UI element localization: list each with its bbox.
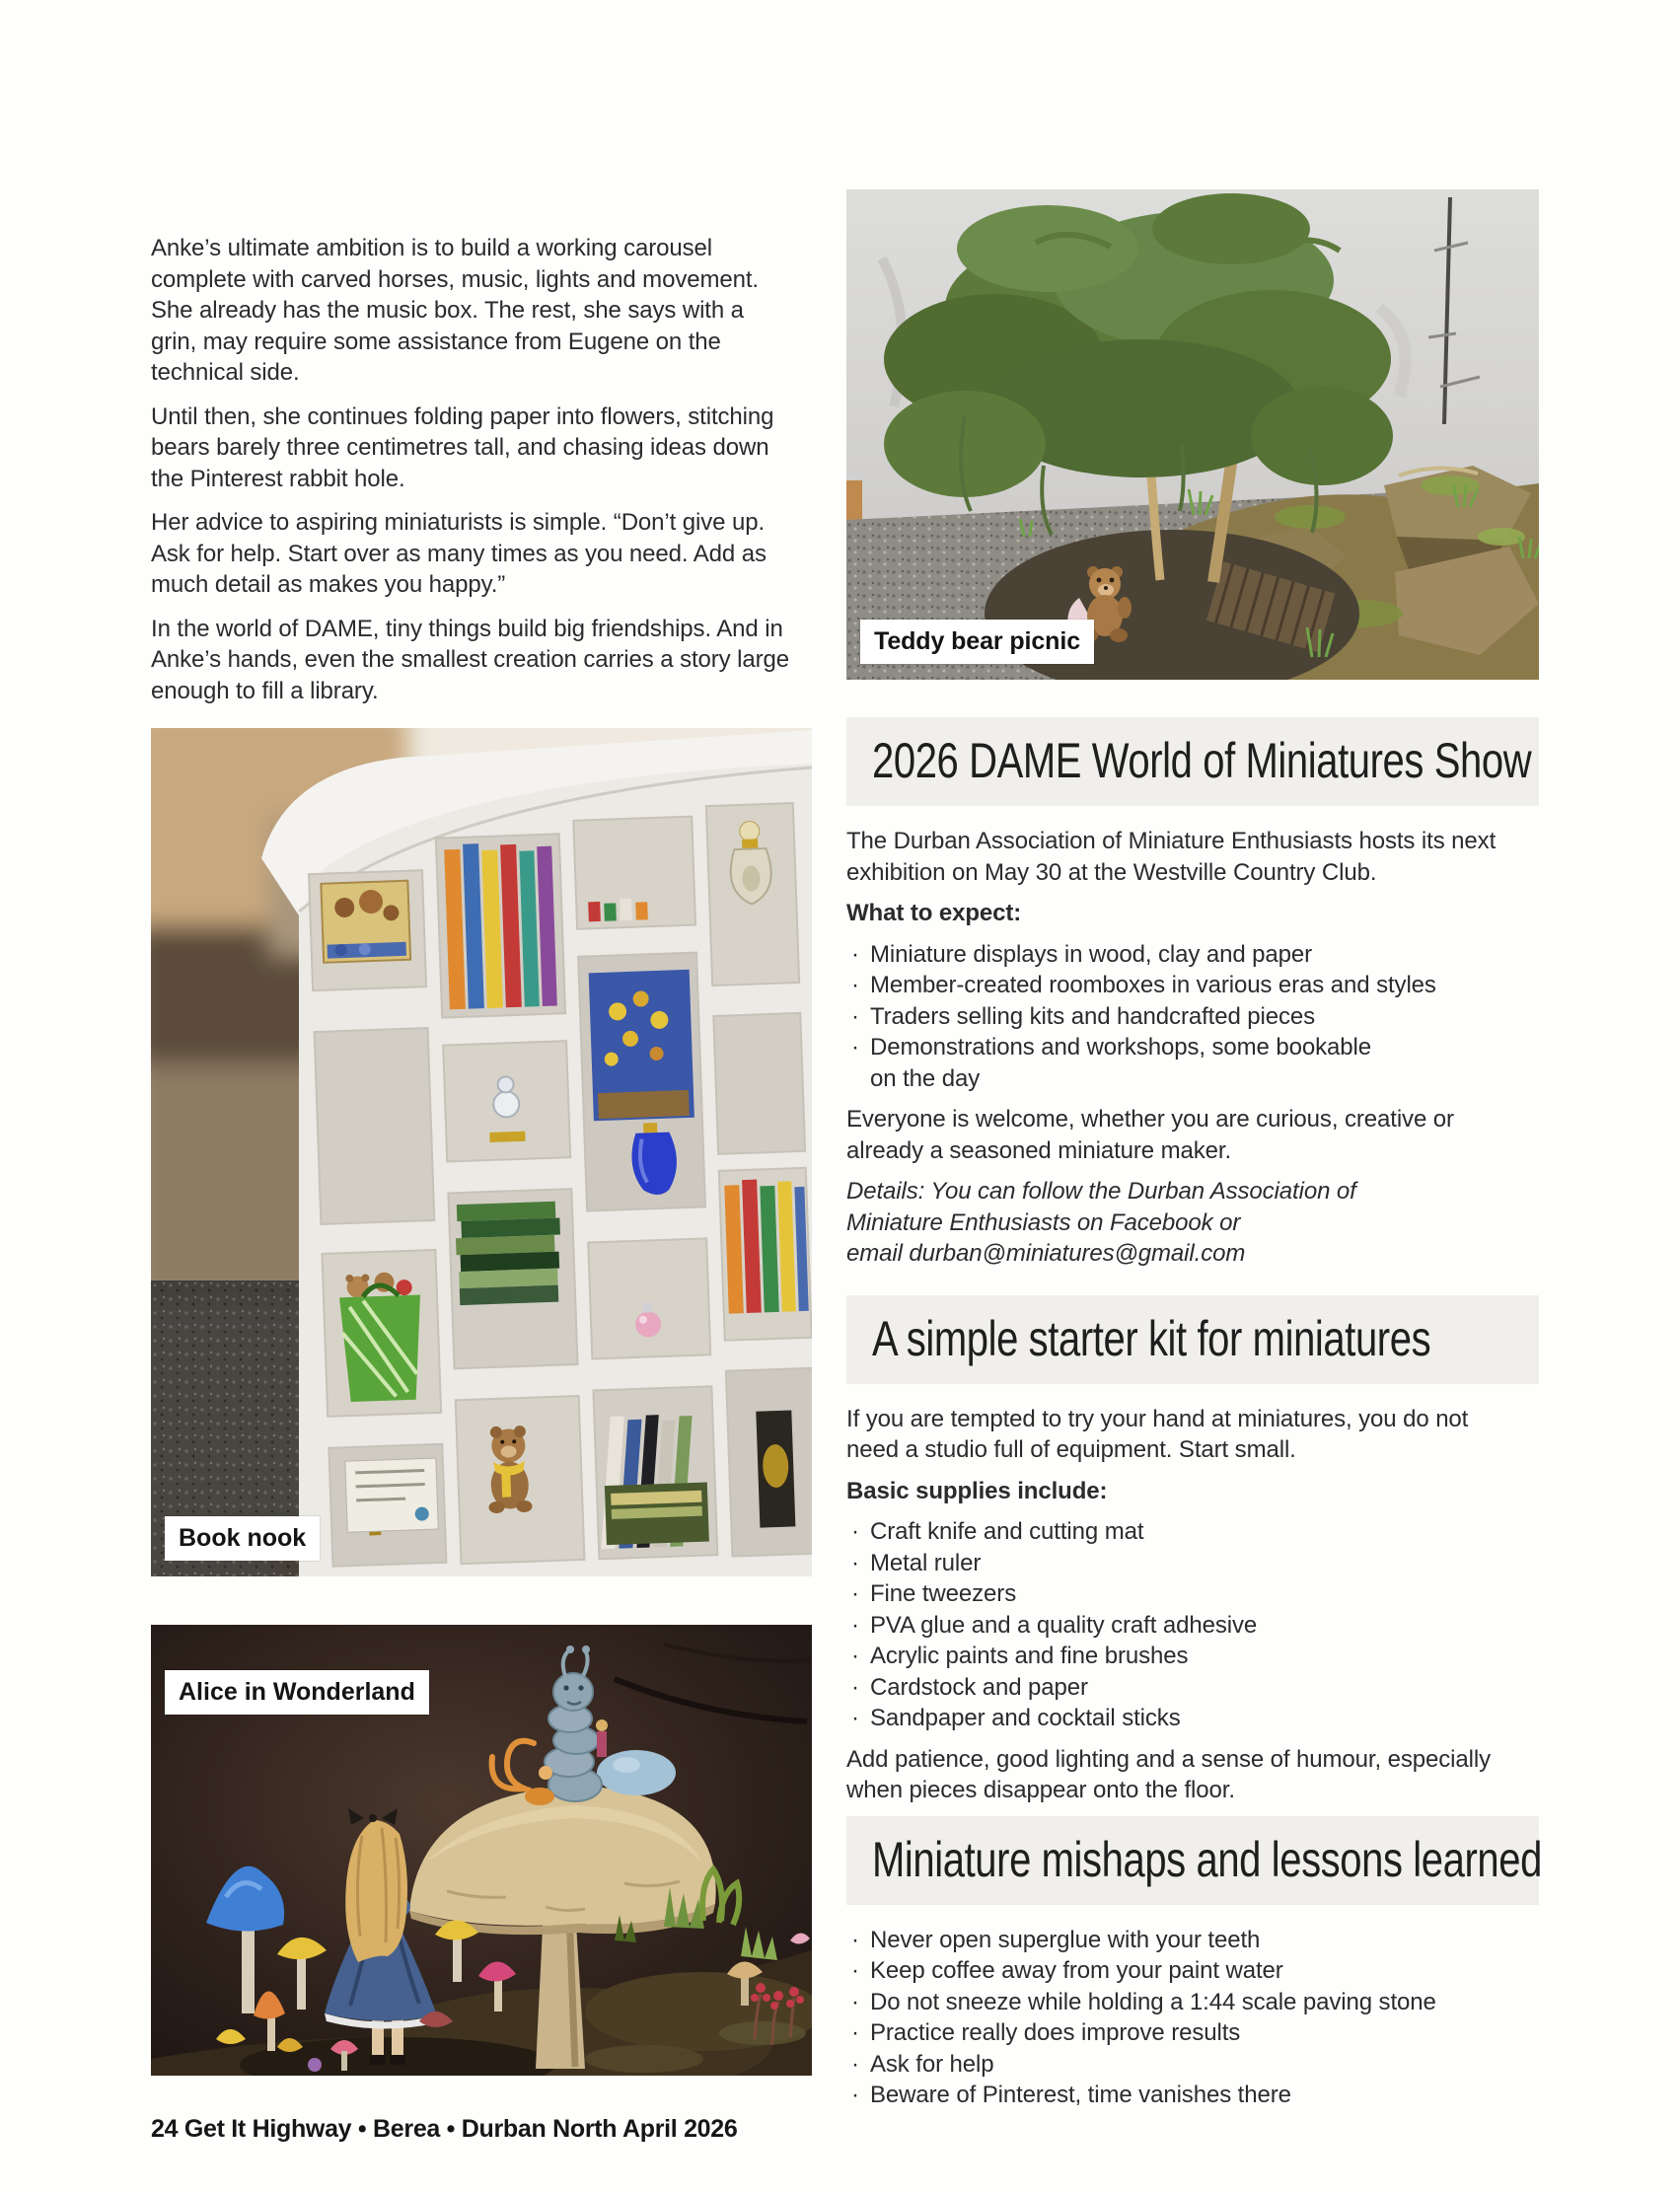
list-item-text: Ask for help (870, 2050, 994, 2078)
list-item-text: Do not sneeze while holding a 1:44 scale paving stone (870, 1988, 1436, 2015)
section-heading-starter (846, 1295, 1539, 1384)
list-item-text: Fine tweezers (870, 1580, 1017, 1607)
section-paragraph: Add patience, good lighting and a sense of humour, especially when pieces disappear onto the floor. (846, 1745, 1492, 1803)
bullet-marker: · (851, 1611, 859, 1639)
list-item-text: Acrylic paints and fine brushes (870, 1643, 1189, 1669)
details-note (846, 1176, 1539, 1270)
list-item-text: Keep coffee away from your paint water (870, 1957, 1283, 1984)
details-line: Details: You can follow the Durban Association of (846, 1178, 1356, 1205)
details-line: email durban@miniatures@gmail.com (846, 1240, 1246, 1267)
list-item (846, 1987, 1497, 2018)
article-paragraph: In the world of DAME, tiny things build big friendships. And in Anke’s hands, even the smallest creation carries a story large enough to fill a library. (151, 615, 790, 704)
alice-in-wonderland-photo (151, 1625, 812, 2076)
list-item (846, 1703, 1497, 1734)
teddy-picnic-illustration (846, 189, 1539, 680)
article-paragraph: Until then, she continues folding paper into flowers, stitching bears barely three centimetres tall, and chasing ideas down the Pinterest rabbit hole. (151, 402, 774, 492)
list-item-text: Practice really does improve results (870, 2019, 1241, 2046)
bullet-marker: · (851, 2050, 859, 2078)
bullet-marker: · (851, 1643, 859, 1669)
bullet-marker: · (851, 940, 859, 968)
list-item (846, 939, 1497, 971)
what-to-expect-list (846, 939, 1497, 1095)
list-item-text: Sandpaper and cocktail sticks (870, 1705, 1181, 1731)
list-item (846, 1641, 1497, 1672)
right-column (846, 189, 1542, 2121)
photo-caption: Teddy bear picnic (860, 620, 1094, 664)
page-footer: 24 Get It Highway • Berea • Durban North April 2026 (151, 2115, 738, 2143)
bullet-marker: · (851, 2019, 859, 2046)
flat-labelled-book (605, 1482, 709, 1545)
section-paragraph: If you are tempted to try your hand at miniatures, you do not need a studio full of equipment. Start small. (846, 1405, 1469, 1463)
open-book (345, 1458, 438, 1532)
list-item-text: Beware of Pinterest, time vanishes there (870, 2082, 1291, 2108)
list-item (846, 1001, 1497, 1033)
list-item (846, 1925, 1497, 1956)
photo-caption: Book nook (165, 1516, 320, 1561)
list-item (846, 1672, 1497, 1704)
basic-supplies-list (846, 1516, 1497, 1734)
dark-bottle (756, 1410, 795, 1527)
details-line: Miniature Enthusiasts on Facebook or (846, 1208, 1241, 1236)
section-heading-show (846, 717, 1539, 806)
green-gift-bag (338, 1272, 423, 1403)
section-subheading: What to expect: (846, 900, 1022, 926)
list-item-text: Craft knife and cutting mat (870, 1518, 1144, 1545)
section-heading-text: 2026 DAME World of Miniatures Show (872, 733, 1532, 789)
list-item-text: Metal ruler (870, 1549, 982, 1576)
list-item-text: Never open superglue with your teeth (870, 1926, 1261, 1953)
list-item (846, 1610, 1497, 1642)
bullet-marker: · (851, 1705, 859, 1731)
list-item-text: Cardstock and paper (870, 1673, 1088, 1701)
list-item (846, 1032, 1497, 1094)
list-item (846, 2017, 1497, 2049)
section-heading-text: Miniature mishaps and lessons learned (872, 1831, 1542, 1887)
list-item (846, 2049, 1497, 2081)
list-item (846, 970, 1497, 1001)
bullet-marker: · (851, 1926, 859, 1953)
stacked-books (455, 1202, 562, 1306)
list-item-text: Demonstrations and workshops, some bookable on the day (870, 1034, 1371, 1092)
list-item-text: Traders selling kits and handcrafted pieces (870, 1002, 1316, 1030)
bullet-marker: · (851, 1957, 859, 1984)
bullet-marker: · (851, 1988, 859, 2015)
list-item (846, 2080, 1497, 2111)
list-item (846, 1548, 1497, 1579)
list-item-text: Member-created roomboxes in various eras and styles (870, 972, 1436, 998)
teddy-bear-picnic-photo (846, 189, 1539, 680)
sunflower-painting (589, 970, 694, 1121)
section-paragraph: The Durban Association of Miniature Enthusiasts hosts its next exhibition on May 30 at the Westville Country Club. (846, 828, 1497, 886)
section-subheading: Basic supplies include: (846, 1477, 1108, 1504)
book-nook-illustration (151, 728, 812, 1576)
bullet-marker: · (851, 1549, 859, 1576)
list-item-text: Miniature displays in wood, clay and paper (870, 940, 1313, 968)
list-item (846, 1955, 1497, 1987)
article-body (151, 233, 794, 719)
list-item-text: PVA glue and a quality craft adhesive (870, 1611, 1258, 1639)
bullet-marker: · (851, 972, 859, 998)
bullet-marker: · (851, 2082, 859, 2108)
section-heading-mishaps (846, 1816, 1542, 1905)
book-nook-photo (151, 728, 812, 1576)
bullet-marker: · (851, 1580, 859, 1607)
mishaps-list (846, 1925, 1497, 2111)
bullet-marker: · (851, 1002, 859, 1030)
bullet-marker: · (851, 1673, 859, 1701)
bullet-marker: · (851, 1034, 859, 1060)
teddy-picture-card (321, 881, 410, 963)
bullet-marker: · (851, 1518, 859, 1545)
section-heading-text: A simple starter kit for miniatures (872, 1310, 1431, 1366)
list-item (846, 1578, 1497, 1610)
photo-caption: Alice in Wonderland (165, 1670, 429, 1715)
section-paragraph: Everyone is welcome, whether you are curious, creative or already a seasoned miniature maker. (846, 1106, 1454, 1164)
article-paragraph: Anke’s ultimate ambition is to build a working carousel complete with carved horses, music, lights and movement. She already has the music box. The rest, she says with a grin, may require some assistance from Eugene on the technical side. (151, 235, 759, 386)
article-paragraph: Her advice to aspiring miniaturists is simple. “Don’t give up. Ask for help. Start over as many times as you need. Add as much detail as makes you happy.” (151, 509, 767, 598)
list-item (846, 1516, 1497, 1548)
